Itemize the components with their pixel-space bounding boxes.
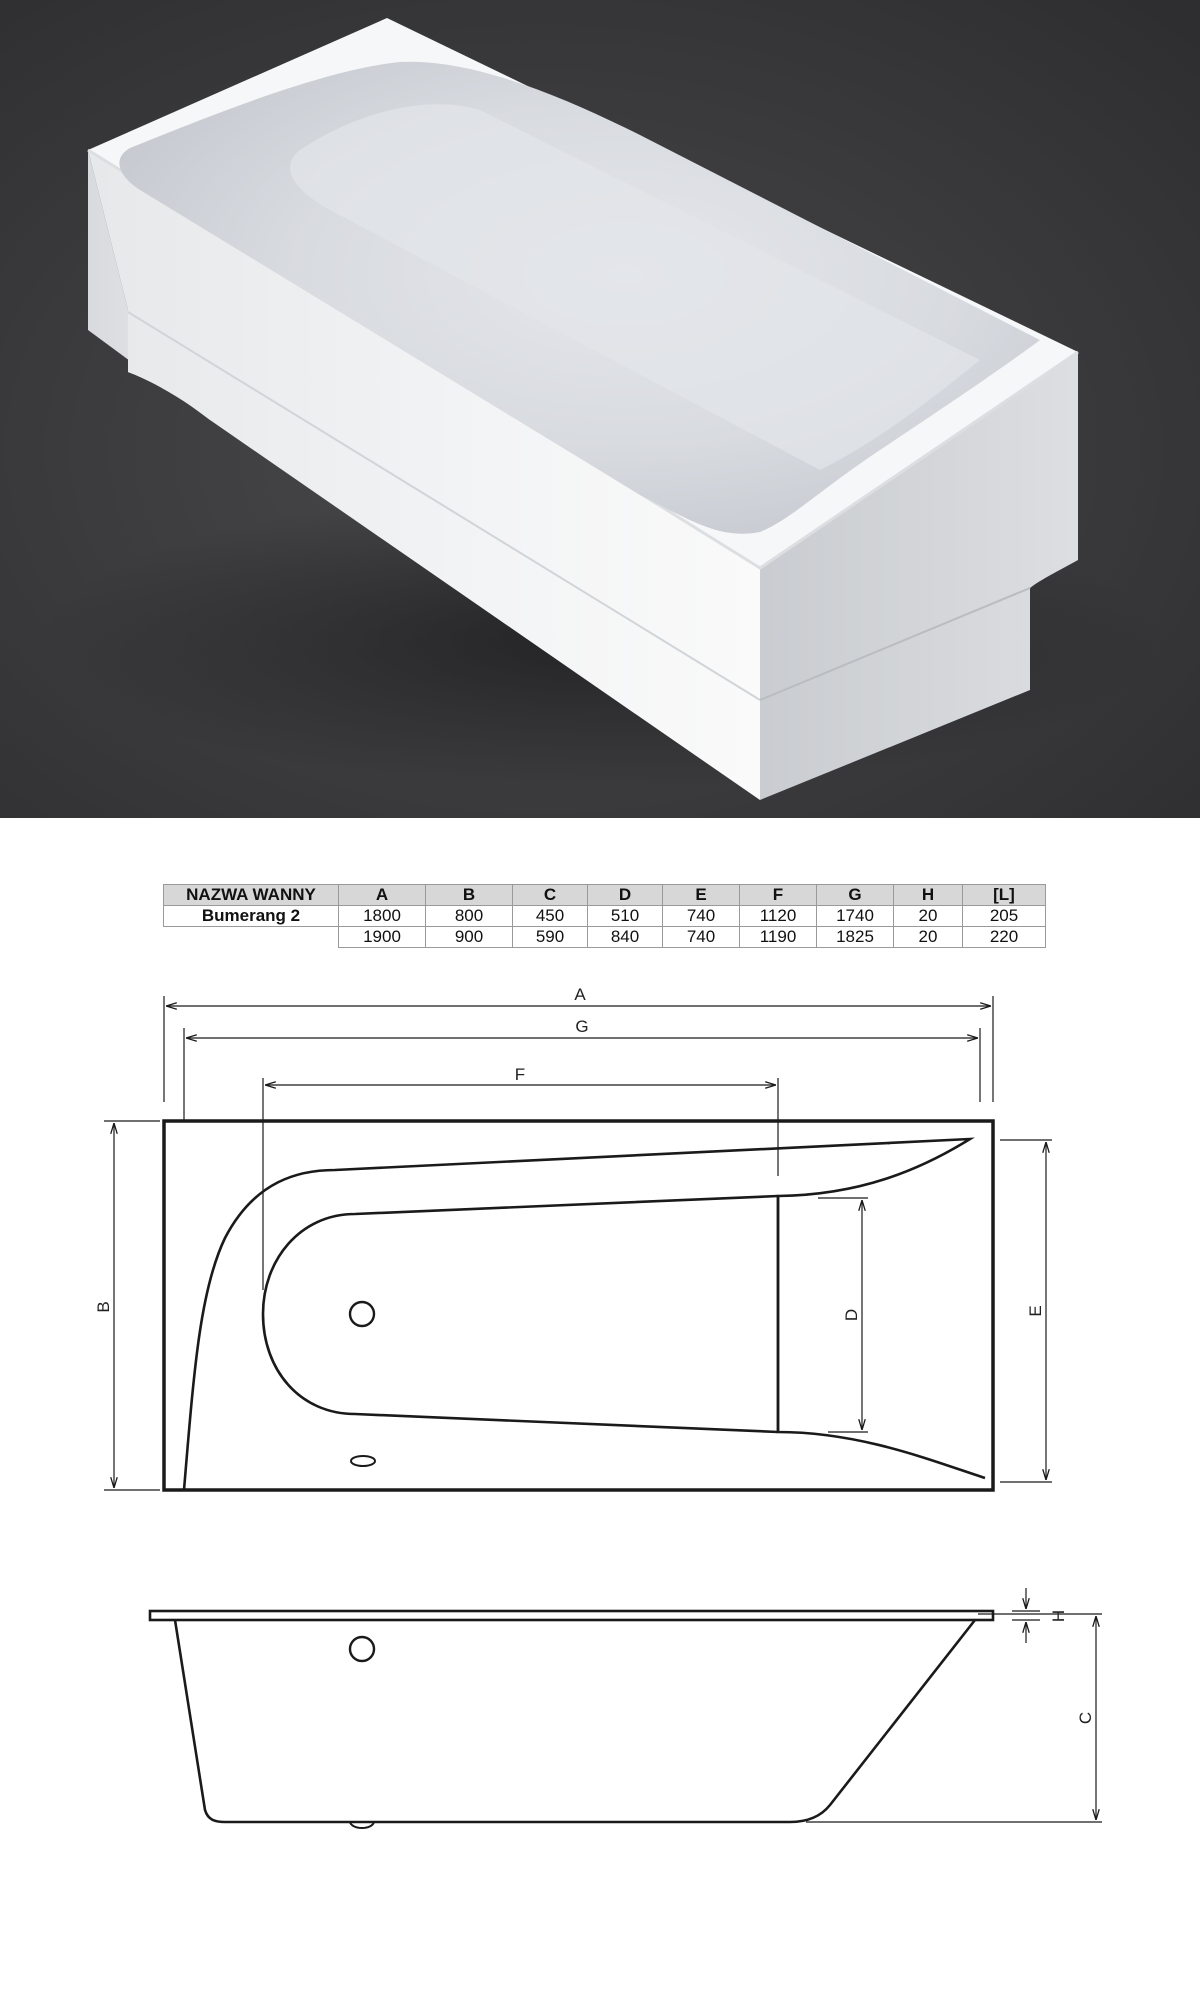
header-f: F [740, 885, 817, 906]
header-e: E [663, 885, 740, 906]
cell: 20 [894, 906, 963, 927]
spec-table [163, 884, 1046, 948]
cell: 1800 [339, 906, 426, 927]
header-g: G [817, 885, 894, 906]
dim-label-e: E [1026, 1305, 1045, 1317]
cell: 510 [588, 906, 663, 927]
header-a: A [339, 885, 426, 906]
dim-label-d: D [842, 1308, 861, 1322]
plan-view [104, 996, 1052, 1490]
cell: 840 [588, 927, 663, 948]
cell-name: Bumerang 2 [164, 906, 339, 927]
cell: 1900 [339, 927, 426, 948]
header-c: C [513, 885, 588, 906]
cell: 740 [663, 906, 740, 927]
dim-label-f: F [514, 1065, 526, 1084]
dim-label-b: B [94, 1301, 113, 1313]
cell: 800 [426, 906, 513, 927]
dim-label-a: A [574, 985, 586, 1004]
bathtub-photo [0, 0, 1200, 818]
header-b: B [426, 885, 513, 906]
cell: 450 [513, 906, 588, 927]
cell: 205 [963, 906, 1046, 927]
dim-label-h: H [1049, 1609, 1068, 1623]
cell: 590 [513, 927, 588, 948]
cell: 1740 [817, 906, 894, 927]
cell: 220 [963, 927, 1046, 948]
cell: 1825 [817, 927, 894, 948]
cell-name [164, 927, 339, 948]
side-view [150, 1588, 1102, 1828]
header-h: H [894, 885, 963, 906]
cell: 1120 [740, 906, 817, 927]
table-header-row [164, 885, 1046, 906]
dim-label-g: G [575, 1017, 589, 1036]
cell: 900 [426, 927, 513, 948]
table-row [164, 906, 1046, 927]
technical-drawing [0, 960, 1200, 2004]
cell: 20 [894, 927, 963, 948]
header-d: D [588, 885, 663, 906]
table-row [164, 927, 1046, 948]
cell: 740 [663, 927, 740, 948]
dim-label-c: C [1076, 1711, 1095, 1725]
cell: 1190 [740, 927, 817, 948]
header-volume: [L] [963, 885, 1046, 906]
header-name: NAZWA WANNY [164, 885, 339, 906]
